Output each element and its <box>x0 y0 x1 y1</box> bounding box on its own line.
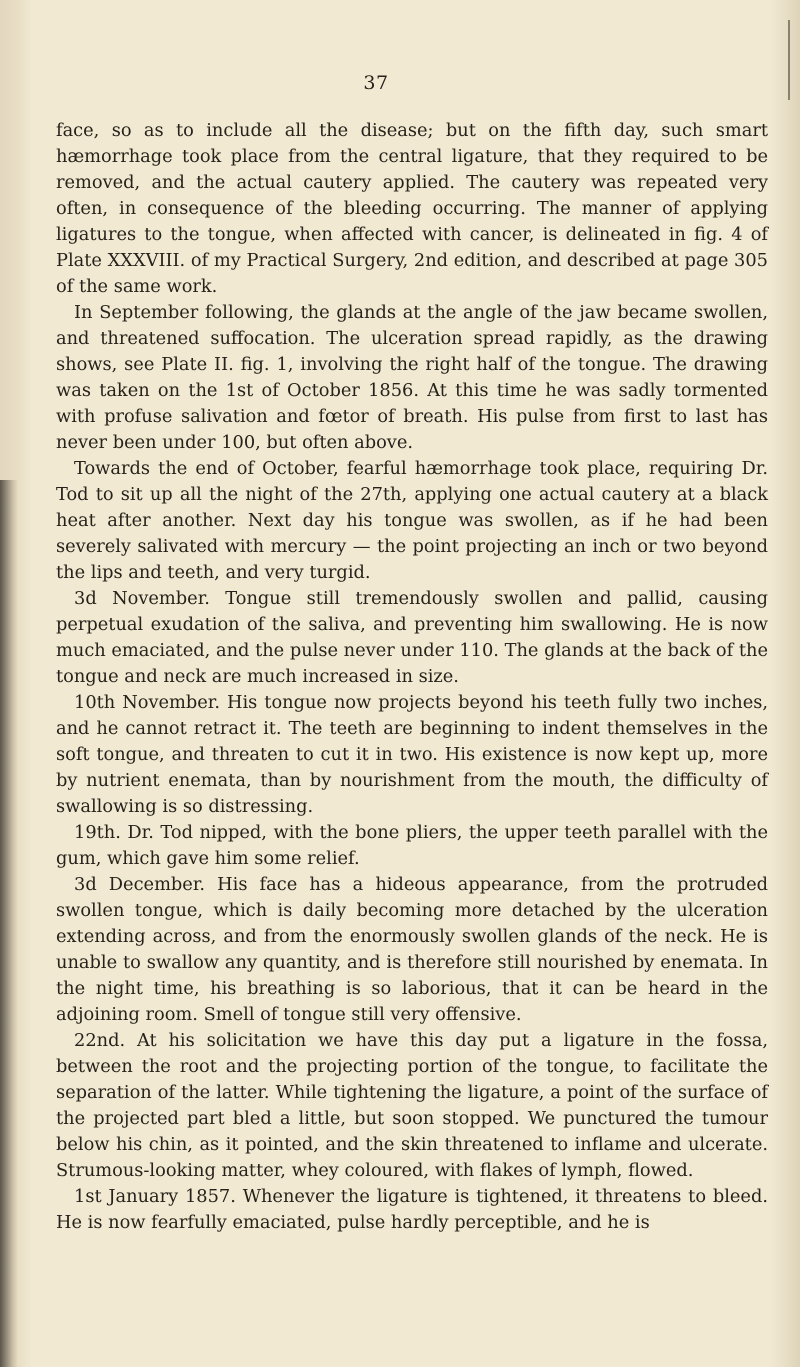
paragraph: In September following, the glands at the angle of the jaw became swollen, and threatened suffocation. The ulceration spread rapidly, as the drawing shows, see Plate II. fig. 1, involving the right half of the tongue. The drawing was taken on the 1st of October 1856. At this time he was sadly tormented with profuse salivation and fœtor of breath. His pulse from first to last has never been under 100, but often above. <box>56 302 768 453</box>
paragraph: 10th November. His tongue now projects beyond his teeth fully two inches, and he cannot retract it. The teeth are beginning to indent themselves in the soft tongue, and threaten to cut it in two. His existence is now kept up, more by nutrient enemata, than by nourishment from the mouth, the difficulty of swallowing is so distressing. <box>56 692 768 817</box>
paragraph: 22nd. At his solicitation we have this day put a ligature in the fossa, between the root and the projecting portion of the tongue, to facilitate the separation of the latter. While tightening the ligature, a point of the surface of the projected part bled a little, but soon stopped. We punctured the tumour below his chin, as it pointed, and the skin threatened to inflame and ulcerate. Strumous-looking matter, whey coloured, with flakes of lymph, flowed. <box>56 1030 768 1181</box>
paragraph: 1st January 1857. Whenever the ligature is tightened, it threatens to bleed. He is now fearfully emaciated, pulse hardly perceptible, and he is <box>56 1186 768 1233</box>
paragraph: face, so as to include all the disease; but on the fifth day, such smart hæmorrhage took place from the central ligature, that they required to be removed, and the actual cautery applied. The cautery was repeated very often, in consequence of the bleeding occurring. The manner of applying ligatures to the tongue, when affected with cancer, is delineated in fig. 4 of Plate XXXVIII. of my Practical Surgery, 2nd edition, and described at page 305 of the same work. <box>56 120 768 297</box>
paragraph: 3d November. Tongue still tremendously swollen and pallid, causing perpetual exudation of the saliva, and preventing him swallowing. He is now much emaciated, and the pulse never under 110. The glands at the back of the tongue and neck are much increased in size. <box>56 588 768 687</box>
body-text <box>56 118 768 1236</box>
paragraph: 3d December. His face has a hideous appearance, from the protruded swollen tongue, which is daily becoming more detached by the ulceration extending across, and from the enormously swollen glands of the neck. He is unable to swallow any quantity, and is therefore still nourished by enemata. In the night time, his breathing is so laborious, that it can be heard in the adjoining room. Smell of tongue still very offensive. <box>56 874 768 1025</box>
page-right-margin <box>770 0 800 1367</box>
paragraph: Towards the end of October, fearful hæmorrhage took place, requiring Dr. Tod to sit up all the night of the 27th, applying one actual cautery at a black heat after another. Next day his tongue was swollen, as if he had been severely salivated with mercury — the point projecting an inch or two beyond the lips and teeth, and very turgid. <box>56 458 768 583</box>
paragraph: 19th. Dr. Tod nipped, with the bone pliers, the upper teeth parallel with the gum, which gave him some relief. <box>56 822 768 869</box>
page-number: 37 <box>363 72 389 94</box>
page-edge-mark <box>788 20 790 100</box>
binding-shadow <box>0 480 18 1367</box>
